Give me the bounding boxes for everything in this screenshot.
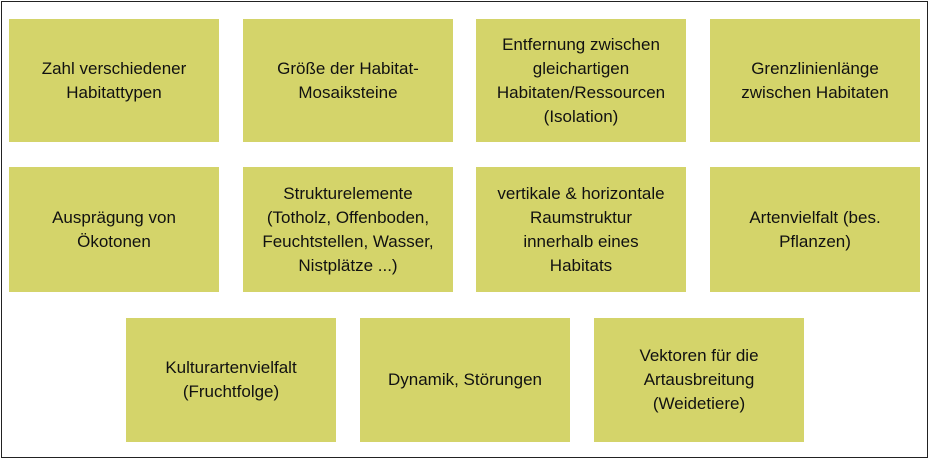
box-label: Grenzlinienlänge zwischen Habitaten (741, 58, 889, 102)
box-label: Größe der Habitat- Mosaiksteine (277, 58, 419, 102)
box-label: Ausprägung von Ökotonen (52, 207, 176, 251)
box-label: Artenvielfalt (bes. Pflanzen) (749, 207, 881, 251)
box-label: Entfernung zwischen gleichartigen Habitaten/Ressourcen (Isolation) (496, 34, 666, 126)
box-label: Kulturartenvielfalt (Fruchtfolge) (165, 358, 297, 401)
box-ecotones (9, 167, 219, 292)
box-spatial-structure (476, 167, 686, 292)
box-habitat-types (9, 19, 219, 142)
box-dispersal-vectors (594, 318, 804, 442)
box-structural-elements (243, 167, 453, 292)
box-label: Strukturelemente (Totholz, Offenboden, Feuchtstellen, Wasser, Nistplätze ...) (262, 183, 434, 275)
box-label: Dynamik, Störungen (387, 370, 543, 389)
box-isolation (476, 19, 686, 142)
box-border-length (710, 19, 920, 142)
box-label: Zahl verschiedener Habitattypen (41, 58, 187, 102)
box-label: Vektoren für die Artausbreitung (Weidetiere) (639, 346, 759, 413)
box-dynamics (360, 318, 570, 442)
box-species-diversity (710, 167, 920, 292)
box-mosaic-size (243, 19, 453, 142)
box-crop-diversity (126, 318, 336, 442)
box-label: vertikale & horizontale Raumstruktur innerhalb eines Habitats (497, 183, 665, 275)
